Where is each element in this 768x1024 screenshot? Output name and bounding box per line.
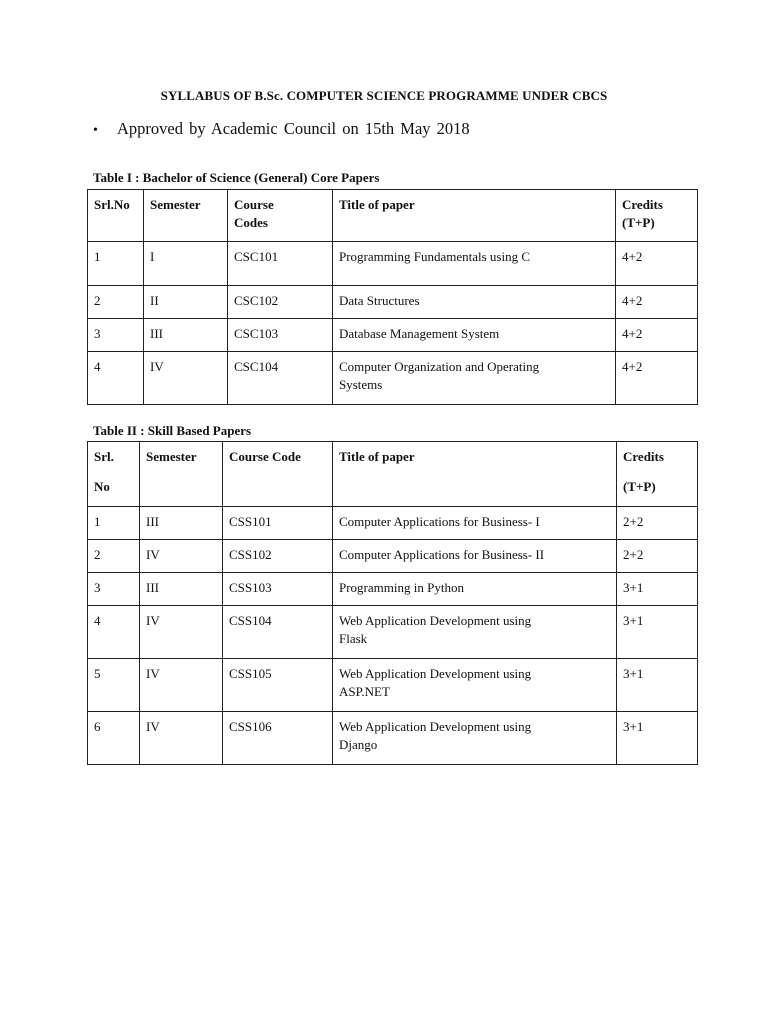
cell-title-line2: Flask [339, 631, 368, 646]
header-semester: Semester [140, 442, 223, 507]
header-title: Title of paper [333, 190, 616, 242]
table2-caption: Table II : Skill Based Papers [93, 423, 252, 438]
cell-srl: 4 [88, 352, 144, 405]
table-header-row [88, 442, 698, 507]
cell-code: CSC101 [228, 242, 333, 286]
cell-semester: II [144, 286, 228, 319]
cell-title-line2: Django [339, 737, 378, 752]
cell-code: CSS106 [223, 712, 333, 765]
cell-srl: 5 [88, 659, 140, 712]
cell-credits: 3+1 [617, 712, 698, 765]
cell-credits: 4+2 [616, 286, 698, 319]
cell-title: Programming Fundamentals using C [333, 242, 616, 286]
cell-title-line1: Computer Organization and Operating [339, 359, 540, 374]
table-row [88, 319, 698, 352]
cell-srl: 2 [88, 540, 140, 573]
header-semester: Semester [144, 190, 228, 242]
cell-semester: III [144, 319, 228, 352]
header-course-codes [228, 190, 333, 242]
cell-semester: III [140, 507, 223, 540]
table-row [88, 573, 698, 606]
header-srl: Srl.No [88, 190, 144, 242]
header-course-line2: Codes [234, 215, 268, 230]
header-title: Title of paper [333, 442, 617, 507]
cell-title [333, 659, 617, 712]
header-credits-line2: (T+P) [623, 479, 656, 494]
cell-credits: 4+2 [616, 242, 698, 286]
cell-code: CSC104 [228, 352, 333, 405]
cell-title-line1: Web Application Development using [339, 613, 532, 628]
cell-code: CSS103 [223, 573, 333, 606]
header-credits-line1: Credits [623, 449, 664, 464]
cell-srl: 6 [88, 712, 140, 765]
cell-title: Programming in Python [333, 573, 617, 606]
cell-semester: IV [140, 540, 223, 573]
cell-code: CSS104 [223, 606, 333, 659]
table-header-row [88, 190, 698, 242]
approval-line [93, 119, 470, 139]
table-row [88, 242, 698, 286]
header-srl-line2: No [94, 479, 110, 494]
cell-title: Computer Applications for Business- I [333, 507, 617, 540]
cell-title: Data Structures [333, 286, 616, 319]
cell-title-line2: ASP.NET [339, 684, 390, 699]
header-srl [88, 442, 140, 507]
cell-credits: 4+2 [616, 319, 698, 352]
cell-srl: 1 [88, 507, 140, 540]
cell-semester: III [140, 573, 223, 606]
cell-semester: IV [140, 606, 223, 659]
cell-title: Computer Applications for Business- II [333, 540, 617, 573]
cell-credits: 2+2 [617, 540, 698, 573]
table-row [88, 712, 698, 765]
cell-title [333, 352, 616, 405]
table-row [88, 507, 698, 540]
bullet-icon: • [93, 123, 98, 138]
cell-credits: 3+1 [617, 659, 698, 712]
cell-code: CSS101 [223, 507, 333, 540]
cell-credits: 3+1 [617, 573, 698, 606]
cell-srl: 2 [88, 286, 144, 319]
header-course-code: Course Code [223, 442, 333, 507]
cell-code: CSC102 [228, 286, 333, 319]
document-title: SYLLABUS OF B.Sc. COMPUTER SCIENCE PROGRAMME UNDER CBCS [160, 88, 608, 103]
header-credits [617, 442, 698, 507]
cell-code: CSS102 [223, 540, 333, 573]
cell-semester: I [144, 242, 228, 286]
cell-title-line2: Systems [339, 377, 383, 392]
cell-srl: 1 [88, 242, 144, 286]
cell-credits: 2+2 [617, 507, 698, 540]
core-papers-table [87, 189, 698, 405]
cell-title-line1: Web Application Development using [339, 719, 532, 734]
cell-title: Database Management System [333, 319, 616, 352]
cell-srl: 3 [88, 573, 140, 606]
cell-semester: IV [144, 352, 228, 405]
cell-semester: IV [140, 712, 223, 765]
table-row [88, 352, 698, 405]
cell-srl: 3 [88, 319, 144, 352]
cell-srl: 4 [88, 606, 140, 659]
table-row [88, 659, 698, 712]
cell-title [333, 712, 617, 765]
cell-title-line1: Web Application Development using [339, 666, 532, 681]
approval-text: Approved by Academic Council on 15th May 2018 [117, 119, 470, 138]
header-credits [616, 190, 698, 242]
cell-semester: IV [140, 659, 223, 712]
table-row [88, 286, 698, 319]
header-srl-line1: Srl. [94, 449, 114, 464]
header-credits-line2: (T+P) [622, 215, 655, 230]
header-credits-line1: Credits [622, 197, 663, 212]
table1-caption: Table I : Bachelor of Science (General) Core Papers [93, 170, 380, 185]
table-row [88, 606, 698, 659]
cell-credits: 3+1 [617, 606, 698, 659]
cell-title [333, 606, 617, 659]
header-course-line1: Course [234, 197, 274, 212]
cell-code: CSS105 [223, 659, 333, 712]
cell-credits: 4+2 [616, 352, 698, 405]
table-row [88, 540, 698, 573]
cell-code: CSC103 [228, 319, 333, 352]
skill-papers-table [87, 441, 698, 765]
